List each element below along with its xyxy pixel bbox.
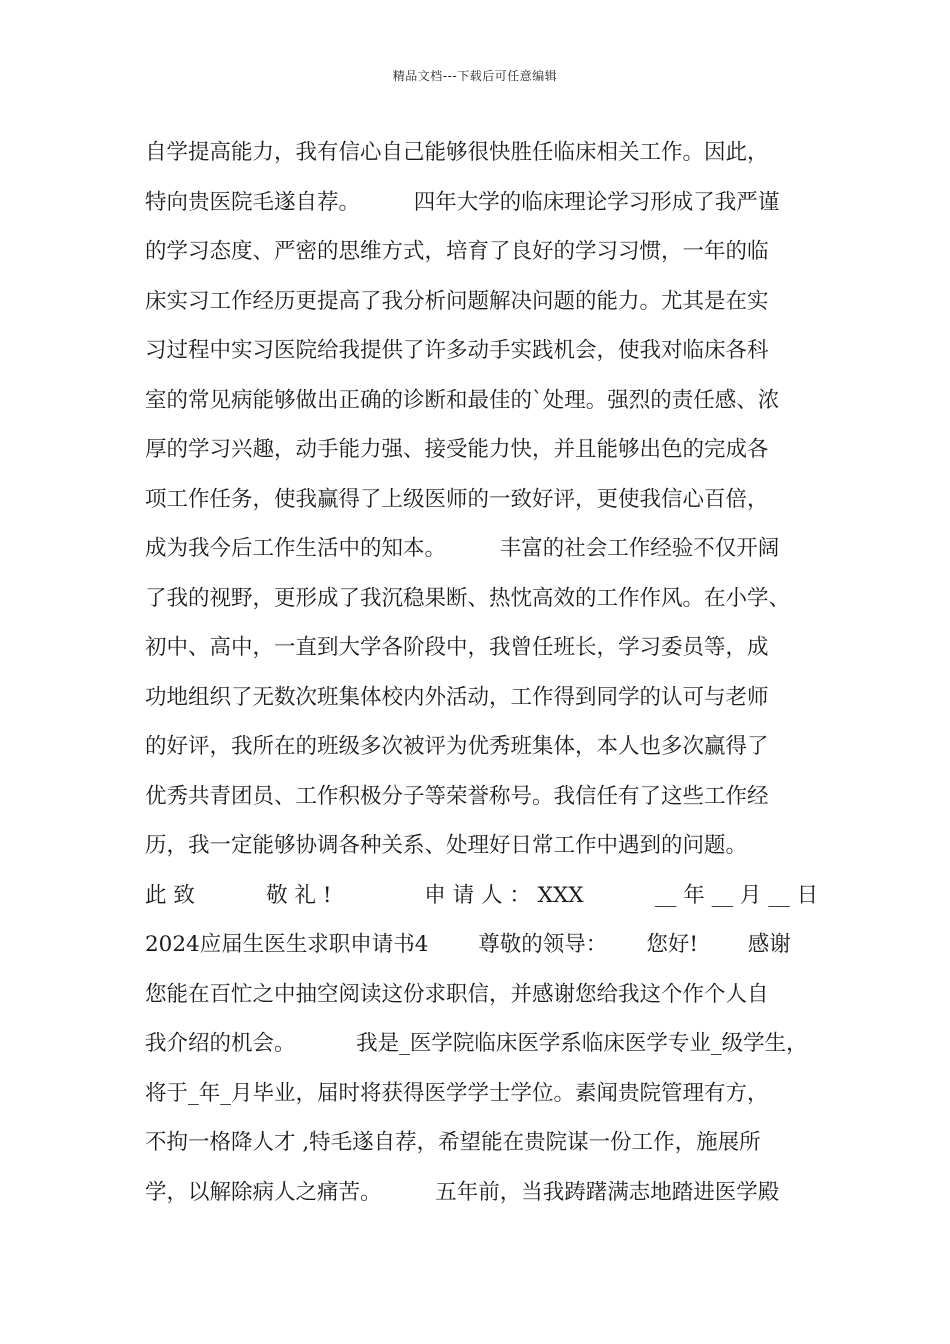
text-line: 2024应届生医生求职申请书4 尊敬的领导： 您好! 感谢 [145, 932, 791, 957]
text-line: 不拘一格降人才 ,特毛遂自荐，希望能在贵院谋一份工作，施展所 [145, 1130, 761, 1155]
text-line: 我介绍的机会。 我是_医学院临床医学系临床医学专业_级学生， [145, 1031, 808, 1056]
text-line: 学，以解除病人之痛苦。 五年前，当我踌躇满志地踏进医学殿 [145, 1179, 780, 1205]
closing-line: 此 致 敬 礼 ! 申 请 人 ： XXX __ 年 __ 月 __ 日 [145, 882, 819, 908]
text-line: 厚的学习兴趣，动手能力强、接受能力快，并且能够出色的完成各 [145, 437, 769, 462]
text-line: 初中、高中，一直到大学各阶段中，我曾任班长，学习委员等，成 [145, 635, 769, 660]
text-line: 您能在百忙之中抽空阅读这份求职信，并感谢您给我这个作个人自 [145, 981, 769, 1007]
text-line: 床实习工作经历更提高了我分析问题解决问题的能力。尤其是在实 [145, 288, 769, 314]
text-line: 优秀共青团员、工作积极分子等荣誉称号。我信任有了这些工作经 [145, 783, 769, 809]
text-line: 成为我今后工作生活中的知本。 丰富的社会工作经验不仅开阔 [145, 536, 780, 561]
body-text [145, 128, 819, 1217]
text-line: 项工作任务，使我赢得了上级医师的一致好评，更使我信心百倍， [145, 486, 769, 512]
text-line: 将于_年_月毕业，届时将获得医学学士学位。素闻贵院管理有方， [145, 1080, 769, 1106]
text-line: 的好评，我所在的班级多次被评为优秀班集体，本人也多次赢得了 [145, 734, 769, 759]
text-line: 了我的视野，更形成了我沉稳果断、热忱高效的工作作风。在小学、 [145, 585, 791, 611]
text-line: 习过程中实习医院给我提供了许多动手实践机会，使我对临床各科 [145, 338, 769, 363]
text-line: 特向贵医院毛遂自荐。 四年大学的临床理论学习形成了我严谨 [145, 189, 780, 215]
text-line: 历，我一定能够协调各种关系、处理好日常工作中遇到的问题。 [145, 833, 748, 858]
text-line: 自学提高能力，我有信心自己能够很快胜任临床相关工作。因此， [145, 140, 769, 165]
text-line: 室的常见病能够做出正确的诊断和最佳的`处理。强烈的责任感、浓 [145, 387, 780, 413]
text-line: 的学习态度、严密的思维方式，培育了良好的学习习惯，一年的临 [145, 239, 769, 264]
text-line: 功地组织了无数次班集体校内外活动，工作得到同学的认可与老师 [145, 684, 769, 710]
page-header: 精品文档---下载后可任意编辑 [392, 69, 558, 83]
